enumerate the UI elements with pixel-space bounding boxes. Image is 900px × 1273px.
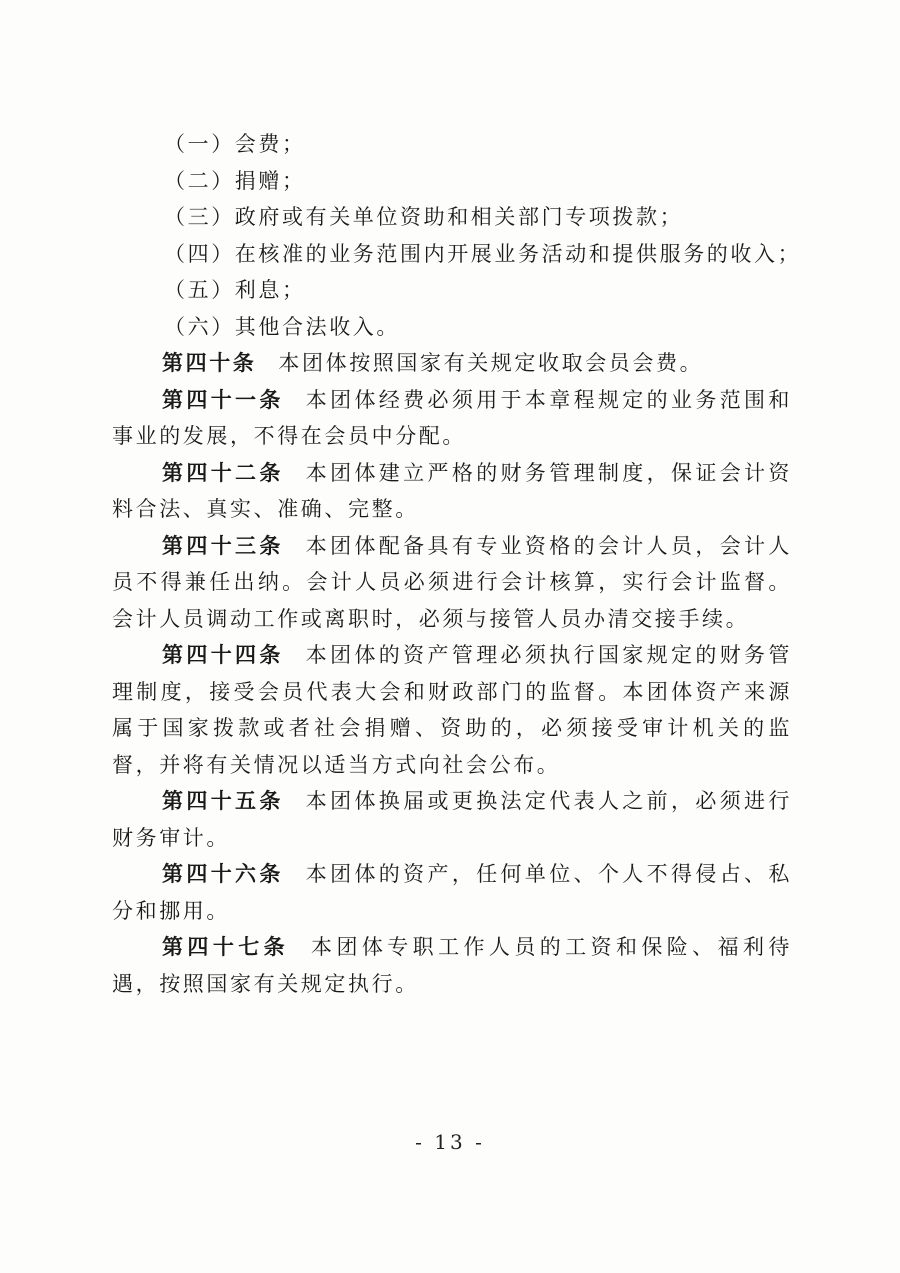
article-text: 本团体的资产管理必须执行国家规定的财务管理制度，接受会员代表大会和财政部门的监督。本团体资产来源属于国家拨款或者社会捐赠、资助的，必须接受审计机关的监督，并将有关情况以适当方式向社会公布。 bbox=[112, 643, 792, 777]
article-text: 本团体建立严格的财务管理制度，保证会计资料合法、真实、准确、完整。 bbox=[112, 460, 792, 521]
article-42 bbox=[112, 455, 792, 528]
income-item-3: （三）政府或有关单位资助和相关部门专项拨款； bbox=[164, 205, 684, 229]
article-47 bbox=[112, 929, 792, 1002]
body-text bbox=[112, 126, 802, 1002]
income-item-1: （一）会费； bbox=[164, 132, 306, 156]
page-number: - 13 - bbox=[415, 1130, 485, 1154]
article-text: 本团体的资产，任何单位、个人不得侵占、私分和挪用。 bbox=[112, 862, 792, 923]
article-heading: 第四十四条 bbox=[162, 642, 284, 667]
article-40 bbox=[112, 345, 792, 382]
article-text: 本团体经费必须用于本章程规定的业务范围和事业的发展，不得在会员中分配。 bbox=[112, 387, 792, 448]
article-heading: 第四十五条 bbox=[162, 788, 284, 813]
income-item-6: （六）其他合法收入。 bbox=[164, 314, 400, 339]
article-text: 本团体专职工作人员的工资和保险、福利待遇，按照国家有关规定执行。 bbox=[112, 935, 792, 996]
article-41 bbox=[112, 382, 792, 455]
income-item-4: （四）在核准的业务范围内开展业务活动和提供服务的收入； bbox=[164, 241, 802, 266]
income-item-5: （五）利息； bbox=[164, 278, 306, 302]
article-heading: 第四十七条 bbox=[162, 934, 290, 959]
article-heading: 第四十三条 bbox=[162, 532, 284, 558]
article-text: 本团体配备具有专业资格的会计人员，会计人员不得兼任出纳。会计人员必须进行会计核算，实行会计监督。会计人员调动工作或离职时，必须与接管人员办清交接手续。 bbox=[112, 533, 792, 631]
article-44 bbox=[112, 637, 792, 783]
article-heading: 第四十条 bbox=[162, 350, 257, 375]
article-heading: 第四十六条 bbox=[162, 861, 284, 886]
article-46 bbox=[112, 856, 792, 929]
article-text: 本团体按照国家有关规定收取会员会费。 bbox=[278, 351, 704, 375]
article-43 bbox=[112, 528, 792, 638]
article-text: 本团体换届或更换法定代表人之前，必须进行财务审计。 bbox=[112, 789, 792, 850]
article-heading: 第四十一条 bbox=[162, 386, 284, 412]
article-heading: 第四十二条 bbox=[162, 459, 284, 485]
income-item-2: （二）捐赠； bbox=[164, 168, 306, 193]
article-45 bbox=[112, 783, 792, 856]
